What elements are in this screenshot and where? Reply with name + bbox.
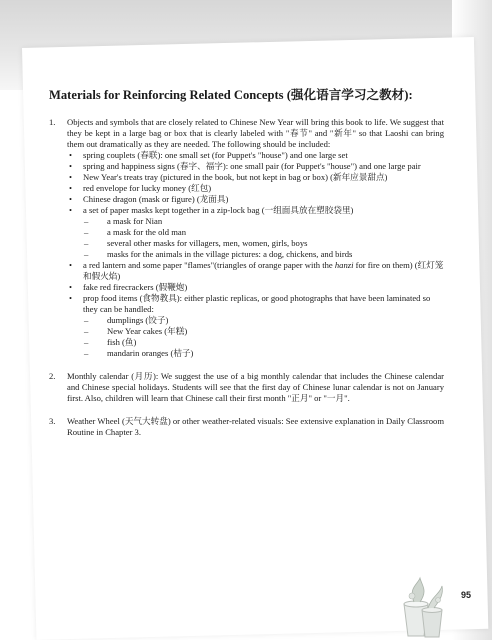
sublist-item [83,315,444,326]
sublist-text: several other masks for villagers, men, women, girls, boys [107,238,308,248]
bullet-icon: • [69,150,73,160]
lantern-text-end: for fire on them) (红灯笼和假火焰) [83,260,444,281]
bullet-icon: • [69,260,73,270]
sublist-text: dumplings (饺子) [107,315,169,325]
sublist-item [83,348,444,359]
list-item-2 [49,371,444,404]
dash-icon: – [84,337,89,347]
list-item-3 [49,416,444,438]
bullet-text: a set of paper masks kept together in a zip-lock bag (一组面具放在塑胶袋里) [83,205,354,215]
cups-illustration-icon [398,576,468,640]
dash-icon: – [84,216,89,226]
bullet-text: prop food items (食物教具): either plastic replicas, or good photographs that have been laminated so they can be handled: [83,293,431,314]
bullet-icon: • [69,205,73,215]
dash-icon: – [84,227,89,237]
sublist-item [83,337,444,348]
list-item [67,172,444,183]
bullet-text: New Year's treats tray (pictured in the book, but not kept in bag or box) (新年应景甜点) [83,172,388,182]
bullet-text: fake red firecrackers (假鞭炮) [83,282,188,292]
item-number: 2. [49,371,56,381]
dash-icon: – [84,249,89,259]
bullet-text: spring and happiness signs (春字、福字): one small pair (for Puppet's "house") and one large pair [83,161,421,171]
section-heading: Materials for Reinforcing Related Concepts (强化语言学习之教材): [49,88,413,102]
list-item [67,194,444,205]
bullet-icon: • [69,194,73,204]
sublist-text: mandarin oranges (桔子) [107,348,194,358]
list-item [67,260,444,282]
list-item [67,183,444,194]
sublist-text: fish (鱼) [107,337,137,347]
bullet-text: spring couplets (春联): one small set (for Puppet's "house") and one large set [83,150,348,160]
sublist-text: masks for the animals in the village pictures: a dog, chickens, and birds [107,249,353,259]
sublist-text: a mask for the old man [107,227,186,237]
bullet-icon: • [69,172,73,182]
bullet-text: Chinese dragon (mask or figure) (龙面具) [83,194,229,204]
item-body [67,416,444,438]
bullet-icon: • [69,293,73,303]
bullet-text: red envelope for lucky money (红包) [83,183,212,193]
dash-icon: – [84,348,89,358]
lantern-text: a red lantern and some paper "flames"(triangles of orange paper with the [83,260,335,270]
dash-icon: – [84,326,89,336]
page-content [49,88,444,450]
dash-icon: – [84,315,89,325]
item-body [67,371,444,404]
list-item-1 [49,117,444,359]
list-item [67,282,444,293]
item-text: Weather Wheel (天气大转盘) or other weather-related visuals: See extensive explanation in Daily Classroom Routine in Chapter 3. [67,416,444,437]
item-text: Monthly calendar (月历): We suggest the use of a big monthly calendar that includes the Chinese calendar and Chinese special holidays. Students will see that the first day of Chinese lunar calendar is not on January first. Also, children will learn that Chinese call their first month "正月" or "一月". [67,371,444,403]
bullet-icon: • [69,161,73,171]
list-item [67,293,444,359]
sublist-item [83,216,444,227]
mask-sublist [83,216,444,260]
sublist-item [83,238,444,249]
sublist-text: New Year cakes (年糕) [107,326,188,336]
list-item [67,150,444,161]
item-intro: Objects and symbols that are closely related to Chinese New Year will bring this book to life. We suggest that they be kept in a large bag or box that is clearly labeled with "春节" and "新年" so that Laoshi can bring them out dramatically as they are needed. The following should be included: [67,117,444,149]
sublist-item [83,249,444,260]
dash-icon: – [84,238,89,248]
hanzi-italic: hanzi [334,260,354,270]
item-number: 1. [49,117,56,127]
bullet-icon: • [69,282,73,292]
item-body [67,117,444,359]
bullet-icon: • [69,183,73,193]
food-sublist [83,315,444,359]
page-number: 95 [461,590,472,600]
list-item [67,205,444,260]
item-number: 3. [49,416,56,426]
sublist-item [83,326,444,337]
sublist-text: a mask for Nian [107,216,163,226]
sublist-item [83,227,444,238]
materials-list [67,150,444,359]
list-item [67,161,444,172]
